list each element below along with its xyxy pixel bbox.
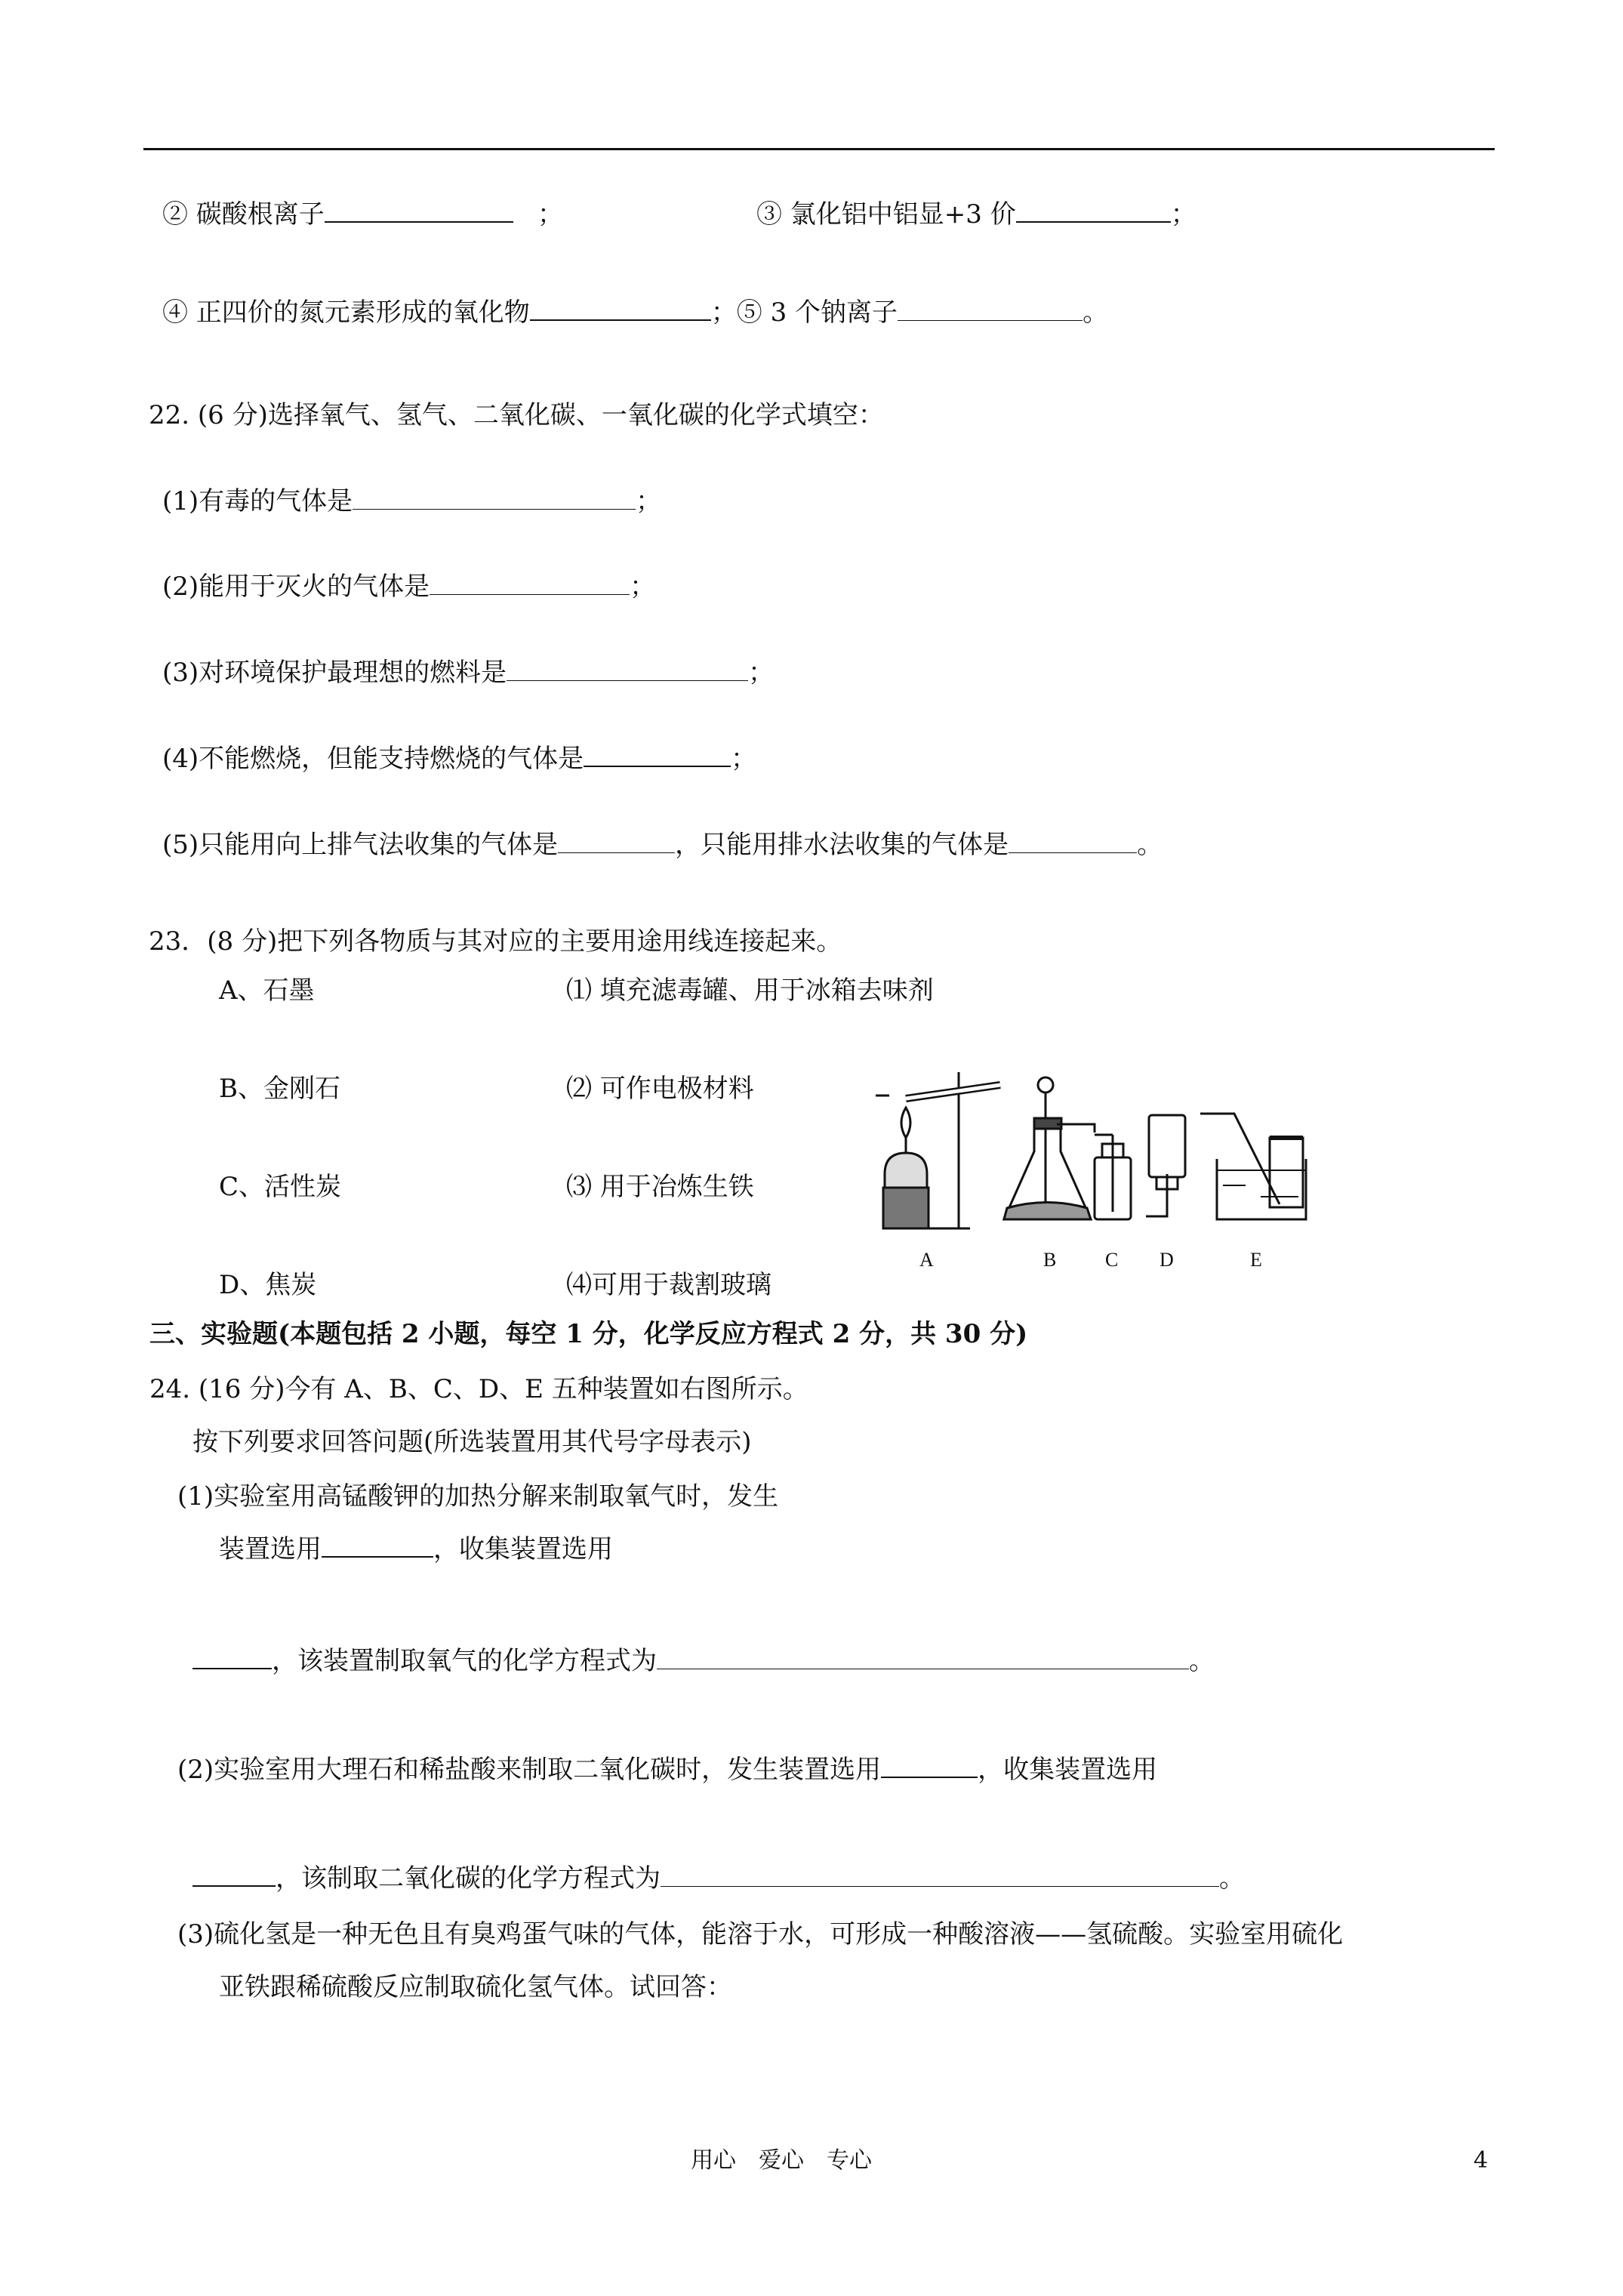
substance-b: B、金刚石 [219, 1074, 340, 1104]
q21-item-4-5: ④ 正四价的氮元素形成的氧化物 ；⑤ 3 个钠离子 。 [162, 297, 1109, 328]
q24-part-1-line-2: 装置选用 ，收集装置选用 [219, 1534, 613, 1564]
apparatus-a [876, 1072, 1000, 1228]
q22-stem: 22. (6 分)选择氧气、氢气、二氧化碳、一氧化碳的化学式填空： [149, 400, 884, 430]
header-rule [143, 148, 1495, 150]
answer-blank[interactable] [881, 1754, 978, 1778]
q24-part-2-line-2: ，该制取二氧化碳的化学方程式为 。 [192, 1862, 1245, 1895]
answer-blank[interactable] [192, 1863, 276, 1887]
answer-blank[interactable] [353, 486, 636, 510]
q24-instruction: 按下列要求回答问题(所选装置用其代号字母表示) [192, 1427, 752, 1457]
q24-part-1-line-1: (1)实验室用高锰酸钾的加热分解来制取氧气时，发生 [177, 1481, 779, 1512]
answer-blank[interactable] [507, 658, 748, 681]
substance-a: A、石墨 [219, 975, 315, 1006]
apparatus-label-d: D [1160, 1249, 1174, 1271]
answer-blank[interactable] [325, 199, 513, 223]
page-number: 4 [1474, 2147, 1489, 2174]
answer-blank[interactable] [661, 1863, 1219, 1887]
answer-blank[interactable] [657, 1646, 1189, 1669]
apparatus-b [1004, 1077, 1095, 1219]
answer-blank[interactable] [1016, 199, 1171, 223]
q22-part-5: (5)只能用向上排气法收集的气体是 ，只能用排水法收集的气体是 。 [162, 830, 1163, 860]
apparatus-label-a: A [919, 1249, 934, 1271]
apparatus-label-e: E [1250, 1249, 1262, 1271]
q23-stem: 23．(8 分)把下列各物质与其对应的主要用途用线连接起来。 [149, 926, 842, 957]
substance-c: C、活性炭 [219, 1172, 342, 1202]
q22-part-1: (1)有毒的气体是 ； [162, 486, 662, 516]
lab-apparatus-figure [868, 1068, 1313, 1276]
use-3: ⑶ 用于冶炼生铁 [566, 1172, 754, 1202]
q24-part-3-line-2: 亚铁跟稀硫酸反应制取硫化氢气体。试回答： [219, 1972, 732, 2002]
q24-part-2-line-1: (2)实验室用大理石和稀盐酸来制取二氧化碳时，发生装置选用 ，收集装置选用 [177, 1755, 1158, 1785]
q21-item-2: ② 碳酸根离子 [162, 198, 513, 231]
use-2: ⑵ 可作电极材料 [566, 1074, 754, 1104]
q21-item-3: ③ 氯化铝中铝显+3 价 ； [756, 199, 1196, 230]
answer-blank[interactable] [584, 743, 731, 767]
apparatus-label-b: B [1043, 1249, 1057, 1271]
q24-stem: 24. (16 分)今有 A、B、C、D、E 五种装置如右图所示。 [149, 1374, 808, 1404]
q22-part-3: (3)对环境保护最理想的燃料是 ； [162, 658, 775, 688]
apparatus-d [1146, 1115, 1185, 1216]
answer-blank[interactable] [530, 297, 711, 321]
apparatus-c [1095, 1135, 1131, 1219]
q21-semicolon-1: ； [537, 199, 563, 230]
answer-blank[interactable] [192, 1645, 272, 1669]
answer-blank[interactable] [322, 1533, 433, 1558]
answer-blank[interactable] [430, 572, 630, 595]
answer-blank[interactable] [1009, 830, 1137, 853]
use-1: ⑴ 填充滤毒罐、用于冰箱去味剂 [566, 975, 934, 1006]
footer-motto: 用心 爱心 专心 [691, 2147, 872, 2174]
use-4: ⑷可用于裁割玻璃 [566, 1270, 771, 1300]
q24-part-1-line-3: ，该装置制取氧气的化学方程式为 。 [192, 1644, 1215, 1678]
apparatus-e [1200, 1114, 1306, 1219]
answer-blank[interactable] [898, 297, 1083, 321]
substance-d: D、焦炭 [219, 1270, 317, 1300]
apparatus-label-c: C [1105, 1249, 1119, 1271]
q22-part-4: (4)不能燃烧，但能支持燃烧的气体是 ； [162, 744, 757, 774]
q24-part-3-line-1: (3)硫化氢是一种无色且有臭鸡蛋气味的气体，能溶于水，可形成一种酸溶液——氢硫酸。实验室用硫化 [177, 1919, 1344, 1949]
section-3-heading: 三、实验题(本题包括 2 小题，每空 1 分，化学反应方程式 2 分，共 30 分) [149, 1319, 1028, 1349]
answer-blank[interactable] [558, 830, 675, 853]
q22-part-2: (2)能用于灭火的气体是 ； [162, 572, 656, 602]
